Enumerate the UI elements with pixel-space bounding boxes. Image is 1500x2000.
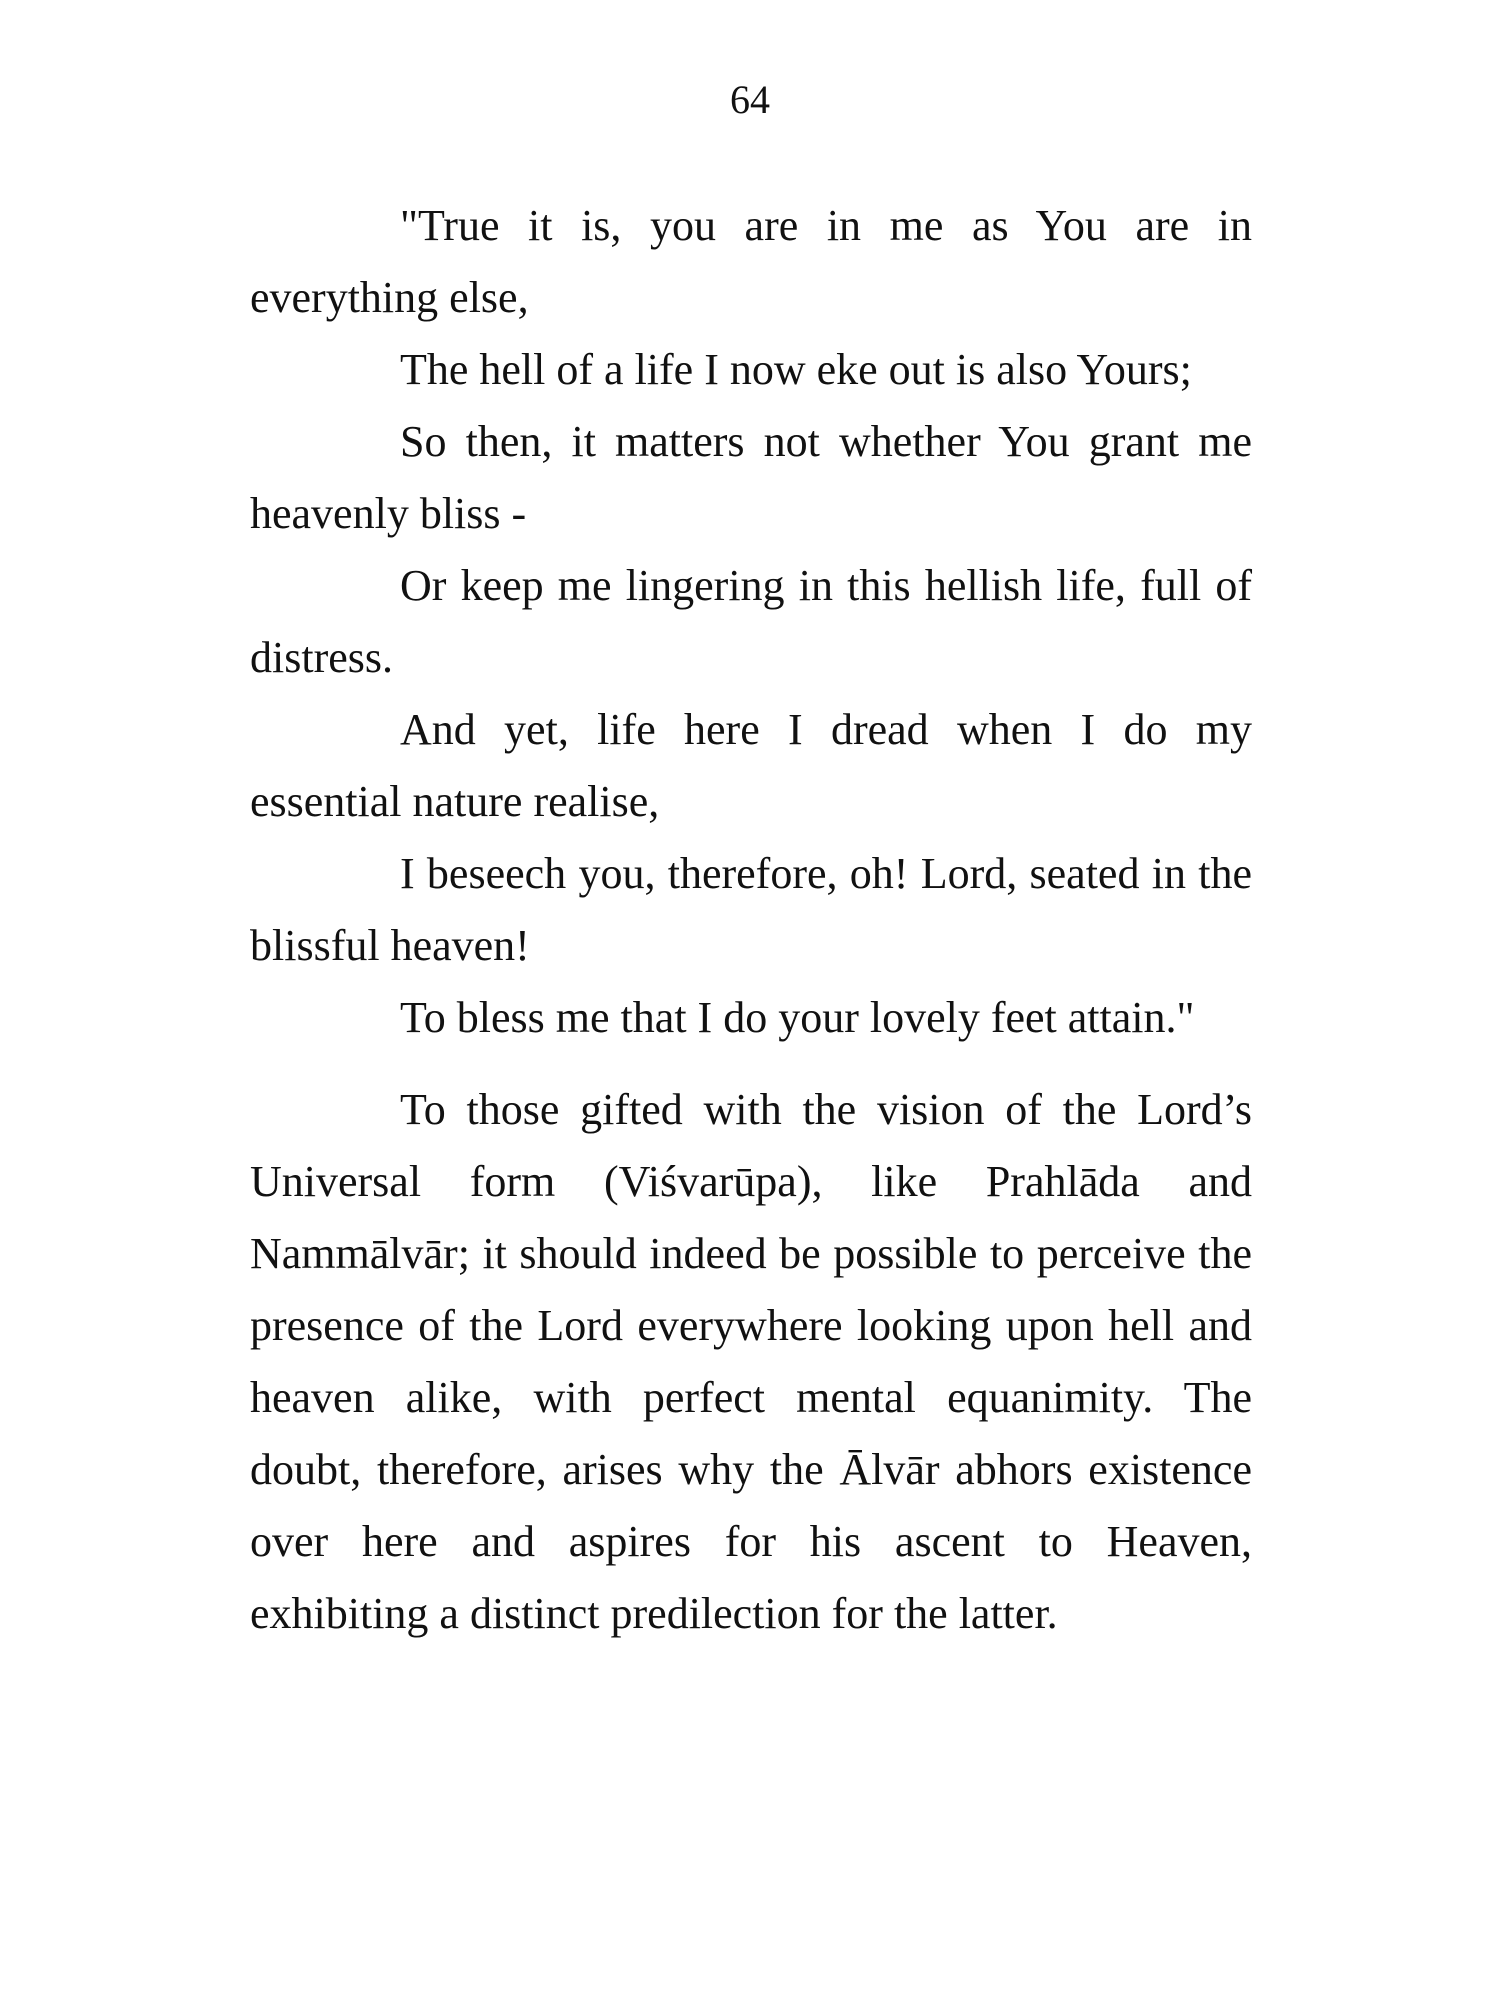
verse-line-2: The hell of a life I now eke out is also Yours; [400,345,1192,394]
verse-line-3: So then, it matters not whether You grant me heavenly bliss - [250,417,1252,538]
commentary-paragraph: To those gifted with the vision of the Lord’s Universal form (Viśvarūpa), like Prahlāda and Nammālvār; it should indeed be possible to perceive the presence of the Lord everywhere looking upon hell and heaven alike, with perfect mental equanimity. The doubt, therefore, arises why the Ālvār abhors existence over here and aspires for his ascent to Heaven, exhibiting a distinct predilection for the latter. [250,1085,1252,1638]
verse-line-7: To bless me that I do your lovely feet attain." [400,993,1195,1042]
verse-line-4: Or keep me lingering in this hellish life, full of distress. [250,561,1252,682]
verse-line-1: "True it is, you are in me as You are in everything else, [250,201,1252,322]
page-number: 64 [730,77,770,122]
verse-line-5: And yet, life here I dread when I do my essential nature realise, [250,705,1252,826]
verse-line-6: I beseech you, therefore, oh! Lord, seated in the blissful heaven! [250,849,1252,970]
page-body [250,190,1252,1650]
